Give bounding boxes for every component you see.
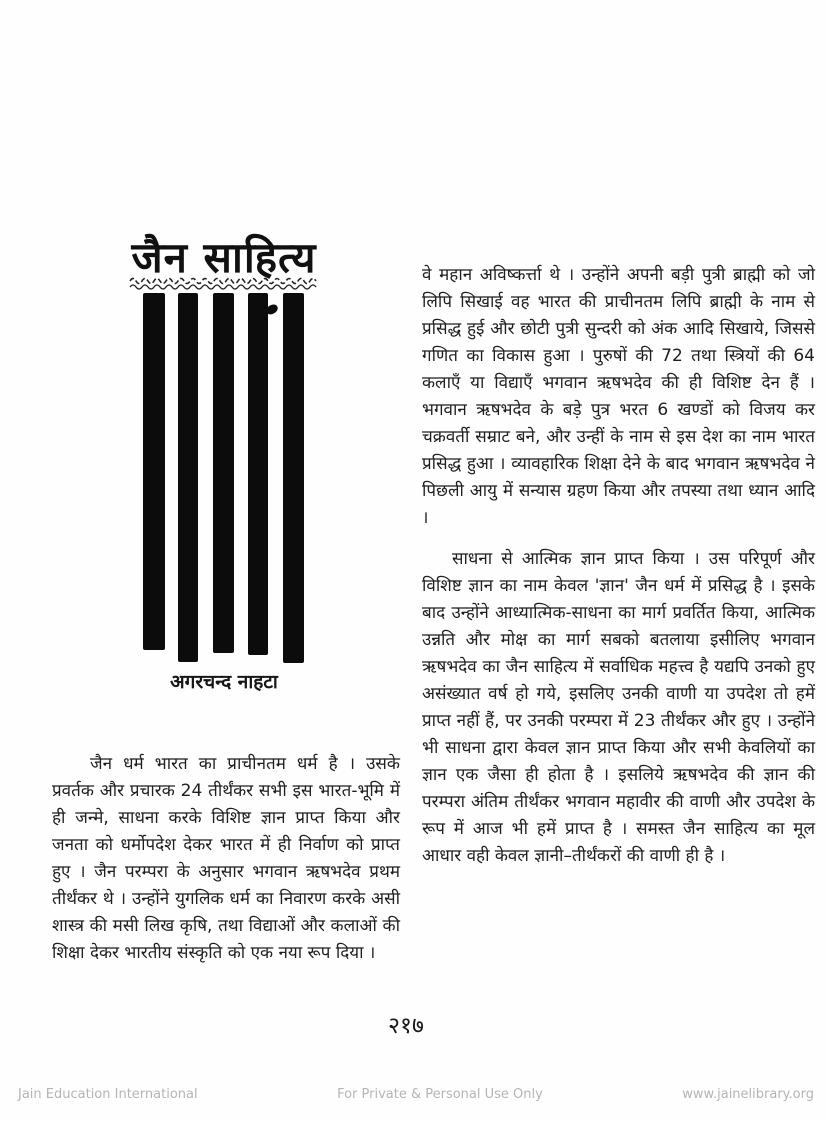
page-number: २१७ (388, 1013, 424, 1039)
bar-4 (248, 293, 268, 655)
left-text-column (52, 751, 400, 967)
left-column-paragraph: जैन धर्म भारत का प्राचीनतम धर्म है । उसके प्रवर्तक और प्रचारक 24 तीर्थंकर सभी इस भारत-भूमि में ही जन्मे, साधना करके विशिष्ट ज्ञान प्राप्त किया और जनता को धर्मोपदेश देकर भारत में ही निर्वाण को प्राप्त हुए । जैन परम्परा के अनुसार भगवान ऋषभदेव प्रथम तीर्थंकर थे । उन्होंने युगलिक धर्म का निवारण करके असी शास्त्र की मसी लिख कृषि, तथा विद्याओं और कलाओं की शिक्षा देकर भारतीय संस्कृति को एक नया रूप दिया । (52, 754, 400, 963)
right-text-column (422, 262, 815, 870)
right-column-paragraph-1: वे महान अविष्कर्त्ता थे । उन्होंने अपनी बड़ी पुत्री ब्राह्मी को जो लिपि सिखाई वह भारत की प्राचीनतम लिपि ब्राह्मी के नाम से प्रसिद्ध हुई और छोटी पुत्री सुन्दरी को अंक आदि सिखाये, जिससे गणित का विकास हुआ । पुरुषों की 72 तथा स्त्रियों की 64 कलाएँ या विद्याएँ भगवान ऋषभदेव की ही विशिष्ट देन हैं । भगवान ऋषभदेव के बड़े पुत्र भरत 6 खण्डों को विजय कर चक्रवर्ती सम्राट बने, और उन्हीं के नाम से इस देश का नाम भारत प्रसिद्ध हुआ । व्यावहारिक शिक्षा देने के बाद भगवान ऋषभदेव ने पिछली आयु में सन्यास ग्रहण किया और तपस्या तथा ध्यान आदि । (422, 265, 815, 528)
right-column-paragraph-2: साधना से आत्मिक ज्ञान प्राप्त किया । उस परिपूर्ण और विशिष्ट ज्ञान का नाम केवल 'ज्ञान' जैन धर्म में प्रसिद्ध है । इसके बाद उन्होंने आध्यात्मिक-साधना का मार्ग प्रवर्तित किया, आत्मिक उन्नति और मोक्ष का मार्ग सबको बतलाया इसीलिए भगवान ऋषभदेव का जैन साहित्य में सर्वाधिक महत्त्व है यद्यपि उनको हुए असंख्यात वर्ष हो गये, इसलिए उनकी वाणी या उपदेश तो हमें प्राप्त नहीं हैं, पर उनकी परम्परा में 23 तीर्थंकर और हुए । उन्होंने भी साधना द्वारा केवल ज्ञान प्राप्त किया और सभी केवलियों का ज्ञान एक जैसा ही होता है । इसलिये ऋषभदेव की ज्ञान की परम्परा अंतिम तीर्थंकर भगवान महावीर की वाणी और उपदेश के रूप में आज भी हमें प्राप्त है । समस्त जैन साहित्य का मूल आधार वही केवल ज्ञानी–तीर्थंकरों की वाणी ही है । (422, 549, 815, 866)
bar-3 (213, 293, 234, 653)
bar-2 (178, 293, 198, 662)
bar-1 (143, 293, 165, 650)
author-name: अगरचन्द नाहटा (170, 671, 278, 693)
footer-left-text: Jain Education International (18, 1087, 198, 1102)
footer-right-link: www.jainelibrary.org (682, 1087, 814, 1102)
bar-5 (283, 293, 304, 663)
vertical-bars-illustration (143, 293, 304, 665)
squiggle-divider (128, 277, 318, 291)
footer (0, 1087, 828, 1102)
page-title: जैन साहित्य (131, 233, 317, 283)
footer-center-text: For Private & Personal Use Only (337, 1087, 543, 1102)
